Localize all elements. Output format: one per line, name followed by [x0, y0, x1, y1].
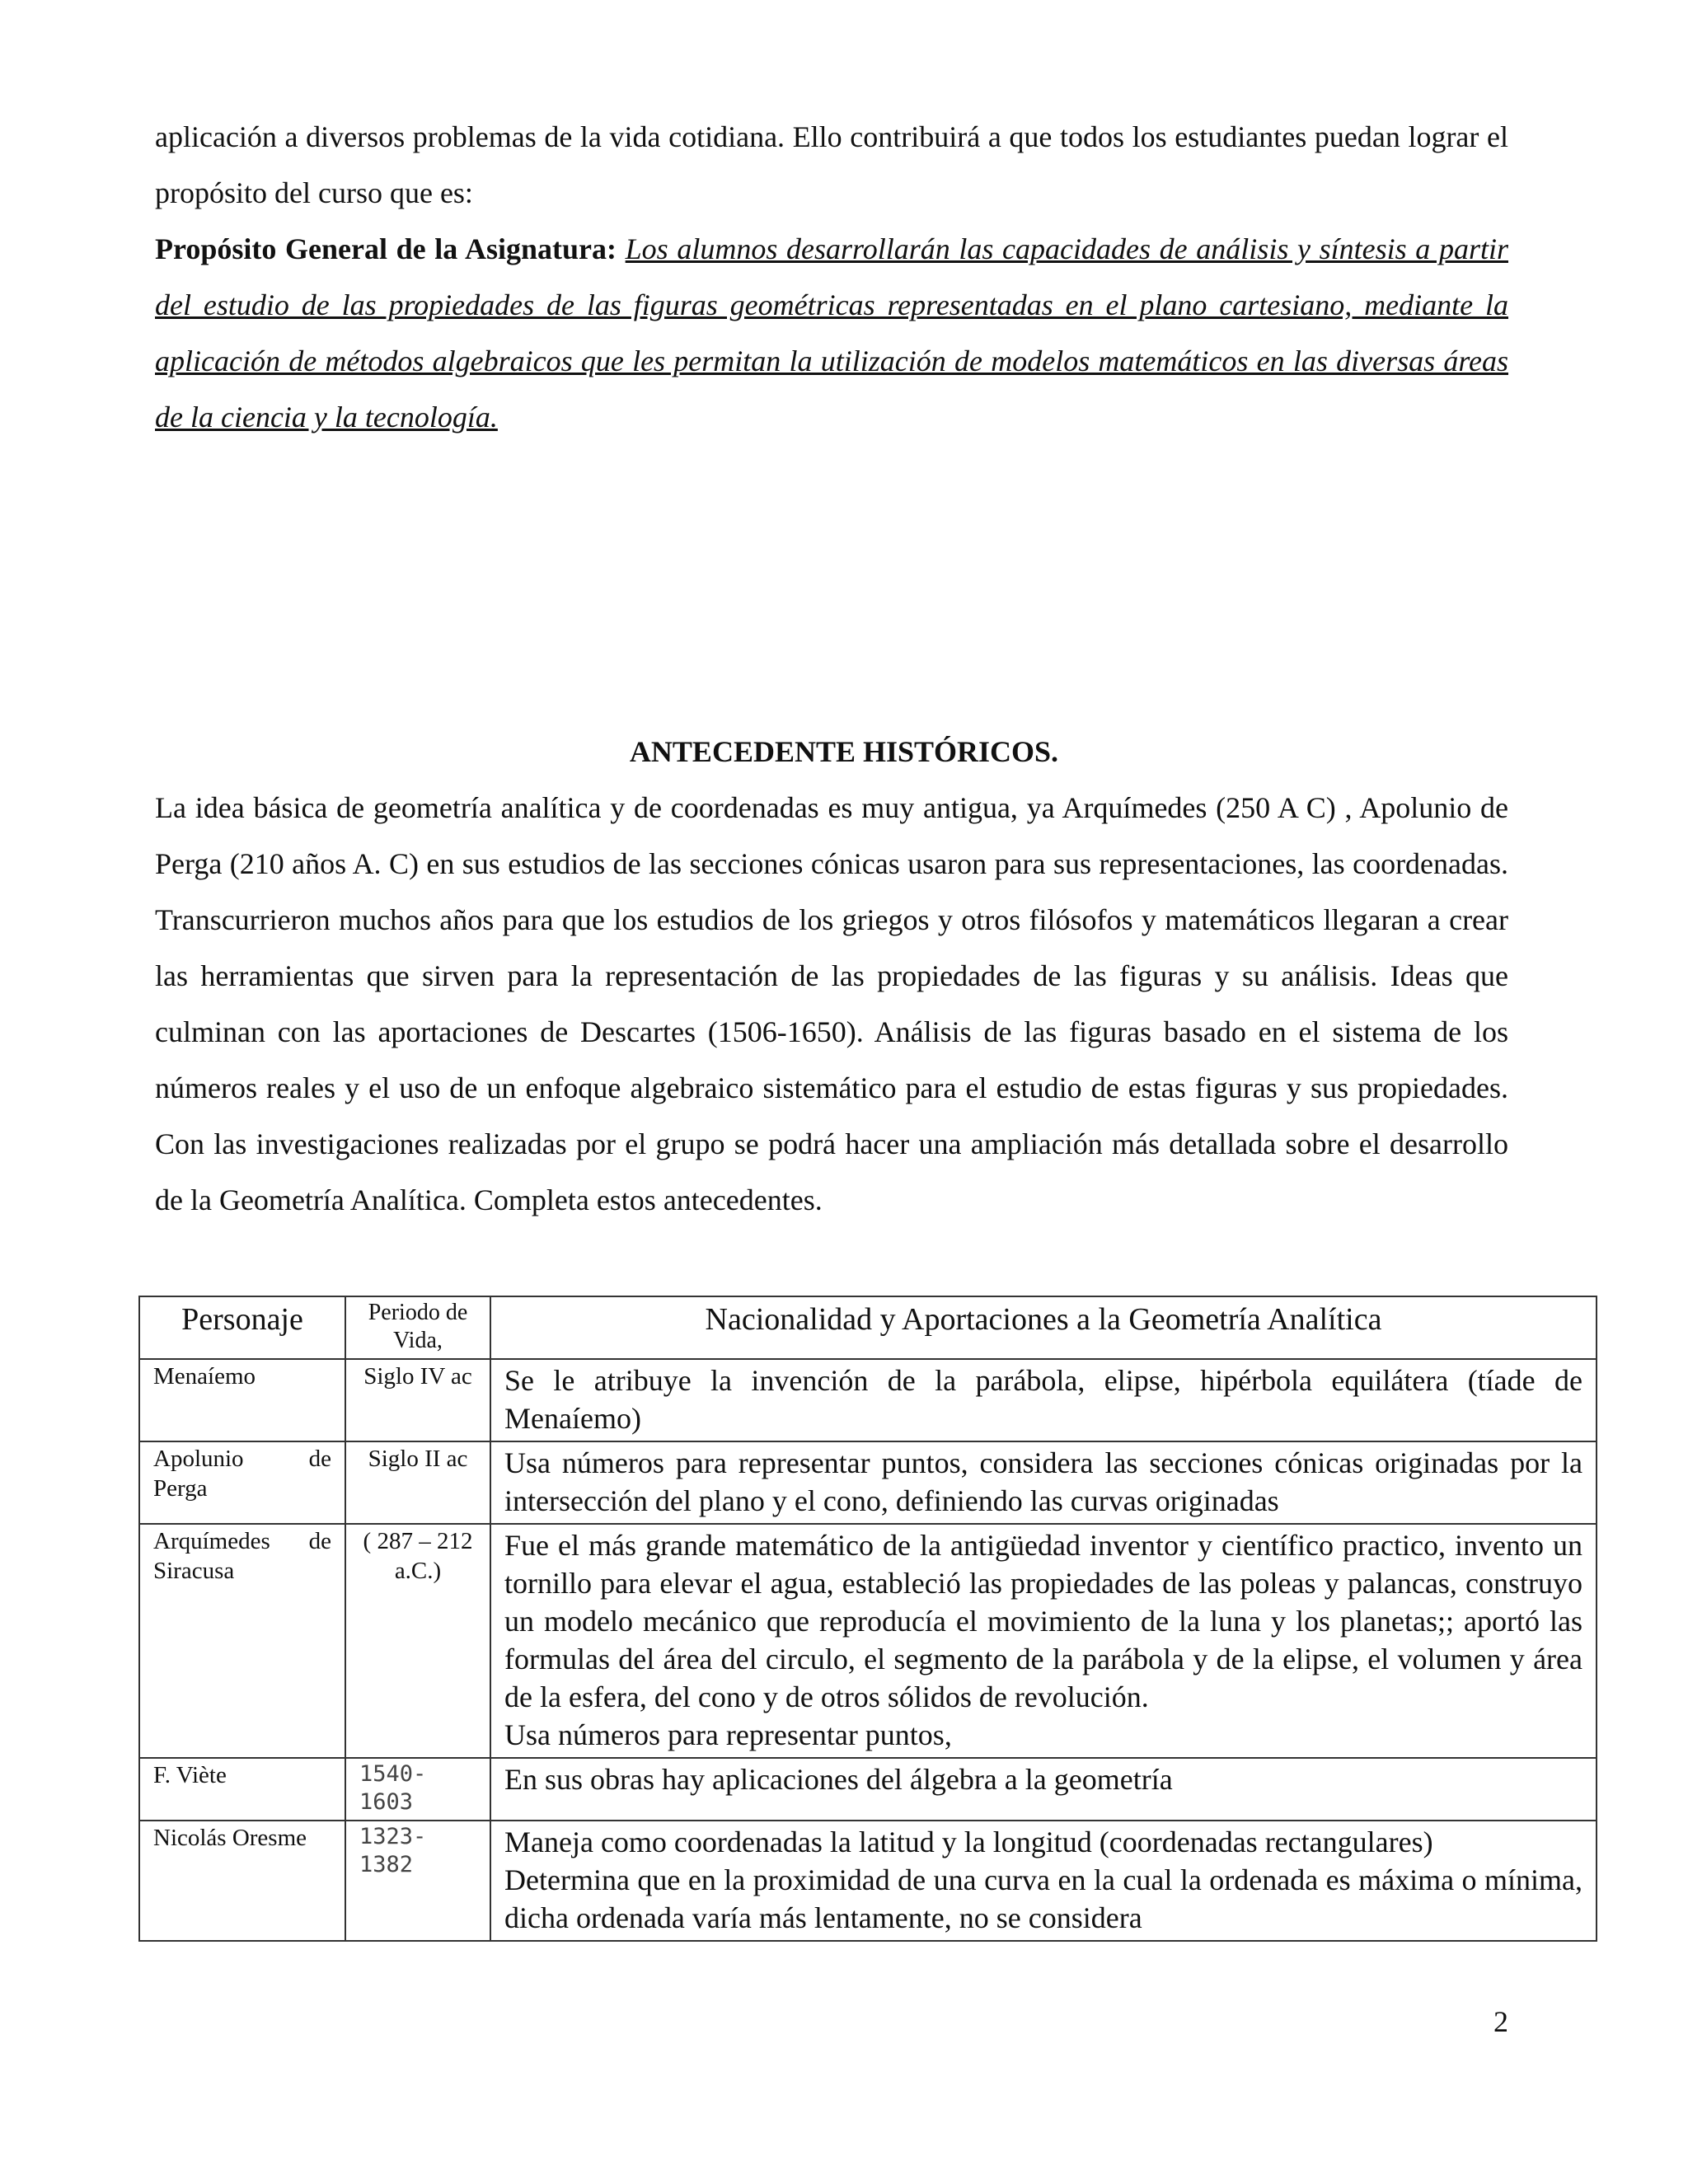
row-name: Arquímedes de Siracusa [139, 1524, 345, 1758]
purpose-label: Propósito General de la Asignatura: [155, 232, 617, 265]
history-table [138, 1296, 1597, 1942]
table-row [139, 1359, 1597, 1441]
contrib-line: En sus obras hay aplicaciones del álgebra a la geometría [504, 1763, 1173, 1796]
row-contrib [490, 1524, 1597, 1758]
history-paragraph: La idea básica de geometría analítica y de coordenadas es muy antigua, ya Arquímedes (250 A C) , Apolunio de Perga (210 años A. C) en sus estudios de las secciones cónicas usaron para sus representaciones, las coordenadas. Transcurrieron muchos años para que los estudios de los griegos y otros filósofos y matemáticos llegaran a crear las herramientas que sirven para la representación de las propiedades de las figuras y su análisis. Ideas que culminan con las aportaciones de Descartes (1506-1650). Análisis de las figuras basado en el sistema de los números reales y el uso de un enfoque algebraico sistemático para el estudio de estas figuras y sus propiedades. Con las investigaciones realizadas por el grupo se podrá hacer una ampliación más detallada sobre el desarrollo de la Geometría Analítica. Completa estos antecedentes. [155, 791, 1508, 1216]
contrib-line: Usa números para representar puntos, considera las secciones cónicas originadas por la intersección del plano y el cono, definiendo las curvas originadas [504, 1446, 1582, 1517]
row-name: Menaíemo [139, 1359, 345, 1441]
row-name: Apolunio de Perga [139, 1441, 345, 1524]
header-periodo: Periodo de Vida, [345, 1296, 490, 1359]
page-number: 2 [1493, 2005, 1508, 2038]
row-period: ( 287 – 212 a.C.) [345, 1524, 490, 1758]
row-period: Siglo II ac [345, 1441, 490, 1524]
contrib-line: Determina que en la proximidad de una curva en la cual la ordenada es máxima o mínima, dicha ordenada varía más lentamente, no se considera [504, 1863, 1582, 1934]
row-name: F. Viète [139, 1758, 345, 1821]
contrib-line: Fue el más grande matemático de la antigüedad inventor y científico practico, invento un tornillo para elevar el agua, estableció las propiedades de las poleas y palancas, construyo un modelo mecánico que reproducía el movimiento de la luna y los planetas;; aportó las formulas del área del circulo, el segmento de la parábola y de la elipse, el volumen y área de la esfera, del cono y de otros sólidos de revolución. [504, 1529, 1582, 1713]
row-contrib [490, 1821, 1597, 1941]
table-row [139, 1441, 1597, 1524]
table-row [139, 1821, 1597, 1941]
contrib-line: Se le atribuye la invención de la parábola, elipse, hipérbola equilátera (tíade de Menaíemo) [504, 1364, 1582, 1435]
table-header-row [139, 1296, 1597, 1359]
contrib-line: Maneja como coordenadas la latitud y la longitud (coordenadas rectangulares) [504, 1825, 1433, 1858]
header-aportaciones: Nacionalidad y Aportaciones a la Geometría Analítica [490, 1296, 1597, 1359]
table-row [139, 1524, 1597, 1758]
row-contrib [490, 1359, 1597, 1441]
row-contrib [490, 1758, 1597, 1821]
purpose-text: Los alumnos desarrollarán las capacidades de análisis y síntesis a partir del estudio de las propiedades de las figuras geométricas representadas en el plano cartesiano, mediante la aplicación de métodos algebraicos que les permitan la utilización de modelos matemáticos en las diversas áreas de la ciencia y la tecnología. [155, 232, 1508, 434]
contrib-line: Usa números para representar puntos, [504, 1718, 952, 1751]
row-period: Siglo IV ac [345, 1359, 490, 1441]
header-personaje: Personaje [139, 1296, 345, 1359]
intro-paragraph: aplicación a diversos problemas de la vida cotidiana. Ello contribuirá a que todos los estudiantes puedan lograr el propósito del curso que es: [155, 120, 1508, 209]
table-row [139, 1758, 1597, 1821]
row-name: Nicolás Oresme [139, 1821, 345, 1941]
history-heading: ANTECEDENTE HISTÓRICOS. [629, 735, 1059, 768]
row-period: 1540-1603 [345, 1758, 490, 1821]
row-contrib [490, 1441, 1597, 1524]
purpose-paragraph [155, 221, 1508, 445]
row-period: 1323-1382 [345, 1821, 490, 1941]
